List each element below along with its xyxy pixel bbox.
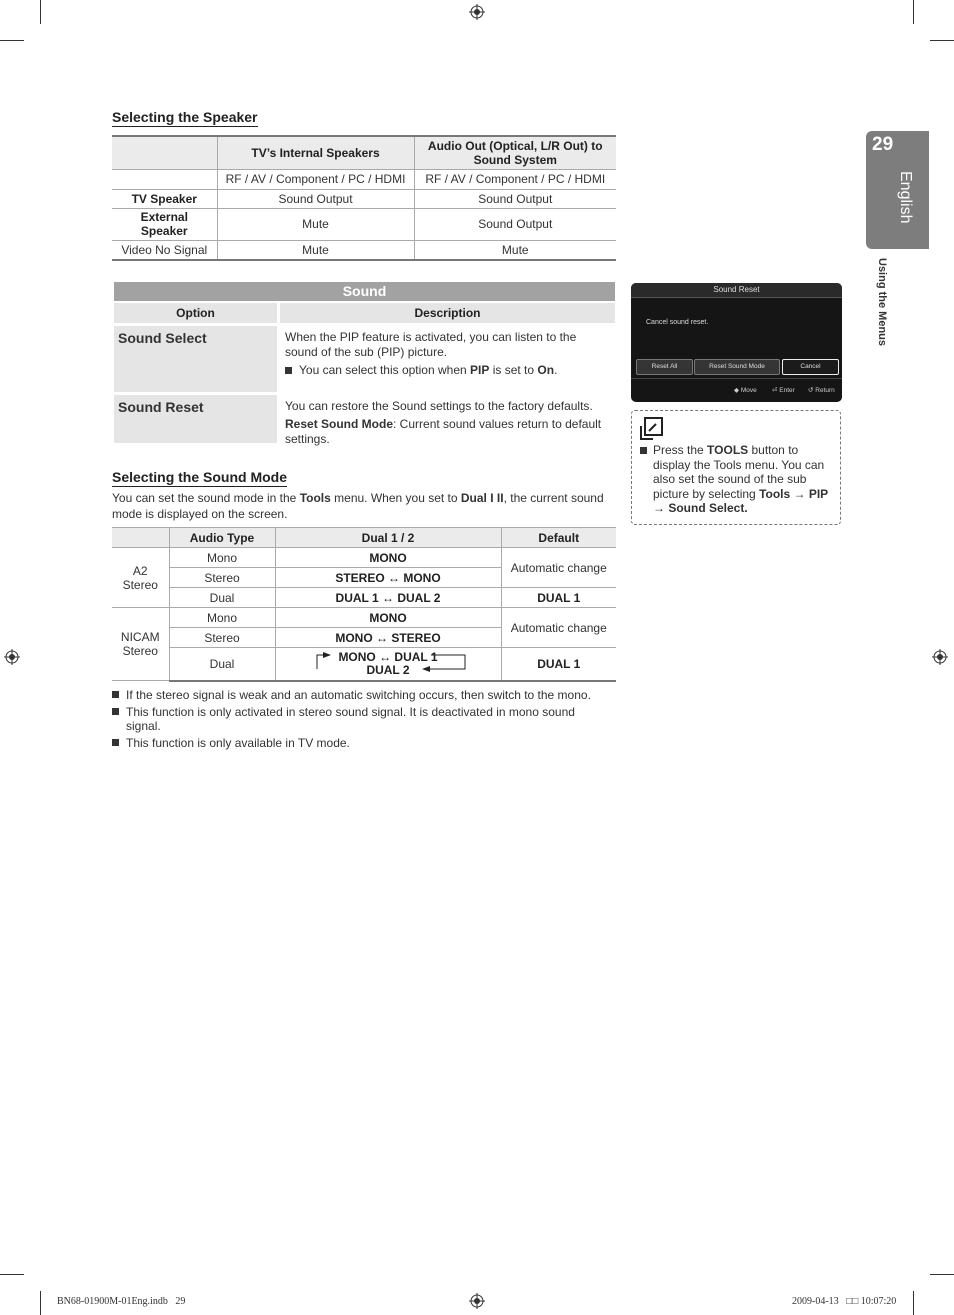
registration-mark-icon xyxy=(4,649,20,665)
table-cell: MONO ↔ DUAL 1 xyxy=(338,649,438,664)
bullet-icon xyxy=(112,708,119,715)
registration-mark-icon xyxy=(932,649,948,665)
table-cell: Mute xyxy=(217,240,414,260)
speaker-table xyxy=(112,135,616,261)
description-header: Description xyxy=(280,303,615,323)
table-cell: Dual xyxy=(169,588,275,608)
nav-return: ↺ Return xyxy=(808,387,835,394)
table-header-cell: TV’s Internal Speakers xyxy=(217,136,414,169)
sound-mode-table xyxy=(112,527,616,682)
move-arrows-icon: ◆ xyxy=(734,387,741,394)
description-sound-select xyxy=(280,326,615,392)
bullet-icon xyxy=(112,739,119,746)
table-cell: Mute xyxy=(217,208,414,240)
table-cell: DUAL 1 xyxy=(501,588,616,608)
footer-file: BN68-01900M-01Eng.indb 29 xyxy=(57,1296,186,1307)
reset-sound-mode-button[interactable]: Reset Sound Mode xyxy=(694,359,780,375)
option-sound-reset: Sound Reset xyxy=(114,395,277,443)
section-label: Using the Menus xyxy=(876,258,888,347)
table-header-cell: Dual 1 / 2 xyxy=(275,528,501,548)
crop-mark xyxy=(913,0,914,24)
description-note: You can select this option when PIP is set to On. xyxy=(285,363,610,378)
table-header-cell: Audio Type xyxy=(169,528,275,548)
audio-group-nicam: NICAM Stereo xyxy=(112,608,169,681)
audio-group-a2: A2 Stereo xyxy=(112,548,169,608)
crop-mark xyxy=(40,1291,41,1315)
bullet-icon xyxy=(285,367,292,374)
crop-mark xyxy=(0,40,24,41)
sound-reset-dialog xyxy=(631,283,842,402)
table-cell: RF / AV / Component / PC / HDMI xyxy=(414,169,616,189)
table-cell xyxy=(112,169,217,189)
table-row-label: Video No Signal xyxy=(112,240,217,260)
table-cell: STEREO ↔ MONO xyxy=(275,568,501,588)
table-cell: MONO xyxy=(275,608,501,628)
table-row-label: External Speaker xyxy=(112,208,217,240)
speaker-heading: Selecting the Speaker xyxy=(112,109,258,125)
table-cell: MONO xyxy=(275,548,501,568)
table-cell: Sound Output xyxy=(414,208,616,240)
description-text: When the PIP feature is activated, you can listen to the sound of the sub (PIP) picture. xyxy=(285,330,577,359)
note-item: This function is only activated in stereo sound signal. It is deactivated in mono sound signal. xyxy=(112,705,612,733)
reset-all-button[interactable]: Reset All xyxy=(636,359,693,375)
sound-mode-intro: You can set the sound mode in the Tools menu. When you set to Dual I II, the current sound mode is displayed on the screen. xyxy=(112,491,604,521)
table-cell: Automatic change xyxy=(501,548,616,588)
table-cell: Stereo xyxy=(169,568,275,588)
table-cell: Dual xyxy=(169,648,275,681)
enter-icon: ⏎ xyxy=(772,387,780,394)
description-text: Reset Sound Mode: Current sound values return to default settings. xyxy=(285,417,602,446)
footer-date: 2009-04-13 □□ 10:07:20 xyxy=(792,1296,897,1307)
option-header: Option xyxy=(114,303,277,323)
table-cell: DUAL 2 xyxy=(366,662,410,677)
table-header-cell xyxy=(112,136,217,169)
crop-mark xyxy=(930,1274,954,1275)
table-header-cell xyxy=(112,528,169,548)
table-cell: Sound Output xyxy=(414,189,616,208)
divider xyxy=(631,378,842,379)
bullet-icon xyxy=(112,691,119,698)
cancel-button[interactable]: Cancel xyxy=(782,359,839,375)
description-text: You can restore the Sound settings to the factory defaults. xyxy=(285,399,593,413)
table-cell: DUAL 1 ↔ DUAL 2 xyxy=(275,588,501,608)
table-cell: MONO ↔ STEREO xyxy=(275,628,501,648)
table-cell: RF / AV / Component / PC / HDMI xyxy=(217,169,414,189)
return-icon: ↺ xyxy=(808,387,816,394)
sound-table-title: Sound xyxy=(114,282,615,301)
dialog-message: Cancel sound reset. xyxy=(646,319,709,326)
nav-enter: ⏎ Enter xyxy=(772,387,795,394)
sound-mode-heading: Selecting the Sound Mode xyxy=(112,469,288,485)
language-label: English xyxy=(897,171,914,224)
table-cell: Automatic change xyxy=(501,608,616,648)
crop-mark xyxy=(0,1274,24,1275)
tools-note xyxy=(631,410,841,525)
tools-icon xyxy=(639,417,665,441)
dialog-title: Sound Reset xyxy=(631,283,842,298)
bullet-icon xyxy=(640,447,647,454)
dual-cycle-cell xyxy=(275,648,501,681)
crop-mark xyxy=(930,40,954,41)
table-cell: Stereo xyxy=(169,628,275,648)
table-row-label: TV Speaker xyxy=(112,189,217,208)
crop-mark xyxy=(40,0,41,24)
registration-mark-icon xyxy=(469,4,485,20)
tools-note-text: Press the TOOLS button to display the Tools menu. You can also set the sound of the sub picture by selecting Tools → PIP → Sound Select. xyxy=(653,443,828,515)
note-item: This function is only available in TV mode. xyxy=(112,736,612,750)
sound-table xyxy=(114,282,615,451)
table-cell: Mono xyxy=(169,608,275,628)
note-item: If the stereo signal is weak and an automatic switching occurs, then switch to the mono. xyxy=(112,688,612,702)
table-header-cell: Default xyxy=(501,528,616,548)
table-cell: DUAL 1 xyxy=(501,648,616,681)
crop-mark xyxy=(913,1291,914,1315)
table-header-cell: Audio Out (Optical, L/R Out) to Sound System xyxy=(414,136,616,169)
nav-move: ◆ Move xyxy=(734,387,757,394)
table-cell: Mono xyxy=(169,548,275,568)
side-tab xyxy=(866,131,929,249)
registration-mark-icon xyxy=(469,1293,485,1309)
description-sound-reset xyxy=(280,395,615,451)
table-cell: Sound Output xyxy=(217,189,414,208)
table-cell: Mute xyxy=(414,240,616,260)
page-number: 29 xyxy=(872,134,894,155)
option-sound-select: Sound Select xyxy=(114,326,277,392)
